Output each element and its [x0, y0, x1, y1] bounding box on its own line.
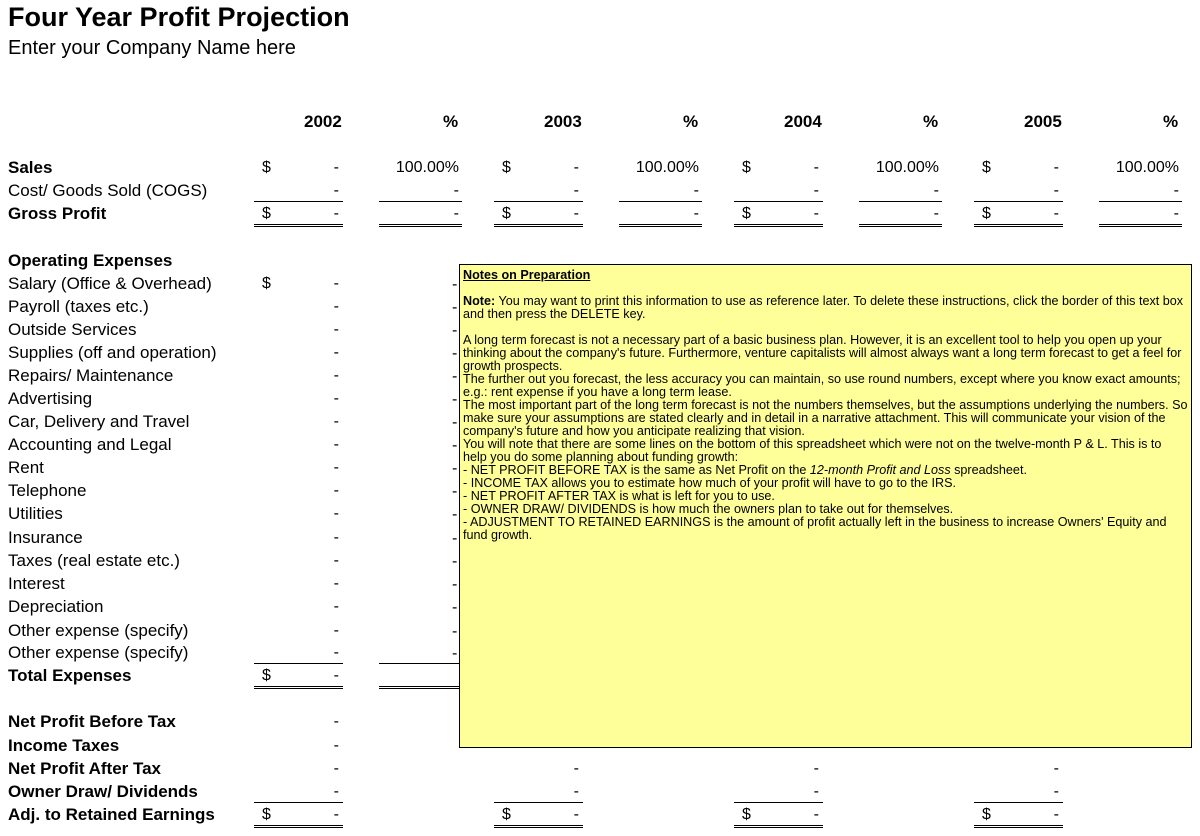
sales-percent: 100.00% — [635, 159, 699, 176]
total-expenses-underline — [254, 688, 343, 689]
row-label-adj-retained: Adj. to Retained Earnings — [8, 805, 215, 824]
notes-paragraph: The further out you forecast, the less accuracy you can maintain, so use round numbers, except where you know exact amounts; e.g.: rent expense if you have a long term lease. — [463, 372, 1181, 399]
adj-retained-currency: $ — [982, 806, 991, 823]
total-expenses-underline — [254, 686, 343, 687]
gross-profit-currency: $ — [262, 205, 271, 222]
row-label-accounting: Accounting and Legal — [8, 435, 172, 454]
depreciation-percent-fragment: - — [452, 599, 458, 616]
gross-profit-percent-underline — [1099, 224, 1182, 225]
outside-services-value[interactable]: - — [333, 321, 339, 338]
row-label-npat: Net Profit After Tax — [8, 759, 162, 778]
salary-percent-fragment: - — [452, 276, 458, 293]
total-expenses-value: - — [333, 667, 339, 684]
row-label-sales: Sales — [8, 158, 53, 177]
sales-value[interactable]: - — [333, 159, 339, 176]
row-label-depreciation: Depreciation — [8, 597, 104, 616]
notes-bullet-emphasis: 12-month Profit and Loss — [809, 463, 951, 477]
adj-retained-currency: $ — [262, 806, 271, 823]
gross-profit-percent: - — [933, 205, 939, 222]
cogs-percent: - — [933, 182, 939, 199]
company-name[interactable]: Enter your Company Name here — [8, 37, 296, 59]
cogs-percent-underline — [1099, 201, 1182, 202]
sales-value[interactable]: - — [1053, 159, 1059, 176]
insurance-percent-fragment: - — [452, 530, 458, 547]
row-label-payroll: Payroll (taxes etc.) — [8, 297, 149, 316]
page-title: Four Year Profit Projection — [8, 2, 350, 32]
owner-draw-value[interactable]: - — [1053, 783, 1059, 800]
utilities-value[interactable]: - — [333, 505, 339, 522]
total-expenses-currency: $ — [262, 667, 271, 684]
npat-value: - — [813, 760, 819, 777]
sales-currency: $ — [982, 159, 991, 176]
adj-retained-currency: $ — [742, 806, 751, 823]
row-label-outside-services: Outside Services — [8, 320, 137, 339]
interest-value[interactable]: - — [333, 575, 339, 592]
gross-profit-underline — [734, 226, 823, 227]
row-label-gross-profit: Gross Profit — [8, 204, 107, 223]
gross-profit-value: - — [573, 205, 579, 222]
cogs-underline — [494, 201, 583, 202]
repairs-value[interactable]: - — [333, 367, 339, 384]
payroll-percent-fragment: - — [452, 299, 458, 316]
notes-paragraph: You will note that there are some lines on the bottom of this spreadsheet which were not on the twelve-month P & L. This is to help you do some planning about funding growth: — [463, 437, 1162, 464]
supplies-percent-fragment: - — [452, 345, 458, 362]
gross-profit-percent-underline — [859, 224, 942, 225]
adj-retained-underline — [734, 827, 823, 828]
sales-value[interactable]: - — [573, 159, 579, 176]
npbt-value: - — [333, 713, 339, 730]
row-label-cogs: Cost/ Goods Sold (COGS) — [8, 181, 208, 200]
row-label-income-taxes: Income Taxes — [8, 736, 120, 755]
notes-paragraph: The most important part of the long term forecast is not the numbers themselves, but the assumptions underlying the numbers. So make sure your assumptions are stated clearly and in detail in a narrative attachment. This will communicate your vision of the company's future and how you anticipate realizing that vision. — [463, 398, 1188, 438]
gross-profit-underline — [254, 224, 343, 225]
total-expenses-percent-underline — [379, 688, 459, 689]
year-header-2004: 2004 — [784, 112, 822, 131]
adj-retained-value: - — [573, 806, 579, 823]
row-label-owner-draw: Owner Draw/ Dividends — [8, 782, 198, 801]
car-percent-fragment: - — [452, 414, 458, 431]
row-label-telephone: Telephone — [8, 481, 87, 500]
row-label-operating-expenses: Operating Expenses — [8, 251, 173, 270]
cogs-percent-underline — [379, 201, 462, 202]
advertising-value[interactable]: - — [333, 390, 339, 407]
gross-profit-underline — [974, 224, 1063, 225]
gross-profit-value: - — [333, 205, 339, 222]
depreciation-value[interactable]: - — [333, 598, 339, 615]
adj-retained-underline — [734, 825, 823, 826]
sales-percent: 100.00% — [875, 159, 939, 176]
npat-value: - — [333, 760, 339, 777]
other2-value[interactable]: - — [333, 644, 339, 661]
rent-value[interactable]: - — [333, 459, 339, 476]
gross-profit-underline — [254, 226, 343, 227]
notes-bullet-text: spreadsheet. — [950, 463, 1027, 477]
cogs-value[interactable]: - — [813, 182, 819, 199]
cogs-percent: - — [693, 182, 699, 199]
sales-currency: $ — [262, 159, 271, 176]
gross-profit-percent-underline — [619, 226, 702, 227]
adj-retained-value: - — [813, 806, 819, 823]
row-label-taxes: Taxes (real estate etc.) — [8, 551, 180, 570]
sales-value[interactable]: - — [813, 159, 819, 176]
pct-header-2005: % — [1163, 112, 1179, 131]
notes-bullet: - ADJUSTMENT TO RETAINED EARNINGS is the amount of profit actually left in the business to increase Owners' Equity and fund growth. — [463, 515, 1167, 542]
supplies-value[interactable]: - — [333, 344, 339, 361]
row-label-salary: Salary (Office & Overhead) — [8, 274, 212, 293]
accounting-value[interactable]: - — [333, 436, 339, 453]
repairs-percent-fragment: - — [452, 368, 458, 385]
adj-retained-underline — [494, 825, 583, 826]
adj-retained-currency: $ — [502, 806, 511, 823]
row-label-rent: Rent — [8, 458, 44, 477]
year-header-2005: 2005 — [1024, 112, 1062, 131]
notes-bullet: - INCOME TAX allows you to estimate how much of your profit will have to go to the IRS. — [463, 476, 956, 490]
other-expense-percent-underline — [379, 663, 459, 664]
year-header-2003: 2003 — [544, 112, 582, 131]
adj-retained-underline — [254, 825, 343, 826]
utilities-percent-fragment: - — [452, 506, 458, 523]
notes-text-box[interactable] — [459, 264, 1192, 748]
cogs-value[interactable]: - — [1053, 182, 1059, 199]
telephone-percent-fragment: - — [452, 483, 458, 500]
adj-retained-underline — [254, 827, 343, 828]
salary-currency: $ — [262, 275, 271, 292]
row-label-utilities: Utilities — [8, 504, 63, 523]
sales-percent: 100.00% — [395, 159, 459, 176]
gross-profit-currency: $ — [742, 205, 751, 222]
sales-currency: $ — [502, 159, 511, 176]
cogs-percent-underline — [859, 201, 942, 202]
outside-services-percent-fragment: - — [452, 322, 458, 339]
total-expenses-percent-underline — [379, 686, 459, 687]
row-label-car: Car, Delivery and Travel — [8, 412, 190, 431]
gross-profit-currency: $ — [982, 205, 991, 222]
cogs-underline — [734, 201, 823, 202]
gross-profit-value: - — [813, 205, 819, 222]
owner-draw-underline — [254, 802, 343, 803]
gross-profit-percent-underline — [1099, 226, 1182, 227]
gross-profit-currency: $ — [502, 205, 511, 222]
notes-bullet-text: - NET PROFIT BEFORE TAX is the same as Net Profit on the — [463, 463, 810, 477]
taxes-value[interactable]: - — [333, 552, 339, 569]
salary-value[interactable]: - — [333, 275, 339, 292]
row-label-repairs: Repairs/ Maintenance — [8, 366, 174, 385]
cogs-percent-underline — [619, 201, 702, 202]
rent-percent-fragment: - — [452, 460, 458, 477]
adj-retained-value: - — [333, 806, 339, 823]
other2-percent-fragment: - — [452, 645, 458, 662]
income-taxes-value[interactable]: - — [333, 737, 339, 754]
pct-header-2004: % — [923, 112, 939, 131]
other-expense-underline — [254, 663, 343, 664]
row-label-insurance: Insurance — [8, 528, 83, 547]
owner-draw-underline — [494, 802, 583, 803]
notes-bullet: - NET PROFIT AFTER TAX is what is left for you to use. — [463, 489, 775, 503]
owner-draw-underline — [734, 802, 823, 803]
row-label-other2: Other expense (specify) — [8, 643, 189, 662]
notes-bullet: - OWNER DRAW/ DIVIDENDS is how much the owners plan to take out for themselves. — [463, 502, 954, 516]
row-label-interest: Interest — [8, 574, 65, 593]
npat-value: - — [1053, 760, 1059, 777]
year-header-2002: 2002 — [304, 112, 342, 131]
pct-header-2002: % — [443, 112, 459, 131]
gross-profit-percent: - — [693, 205, 699, 222]
notes-title: Notes on Preparation — [463, 268, 591, 282]
row-label-supplies: Supplies (off and operation) — [8, 343, 217, 362]
gross-profit-percent: - — [1173, 205, 1179, 222]
accounting-percent-fragment: - — [452, 437, 458, 454]
owner-draw-value[interactable]: - — [813, 783, 819, 800]
other1-value[interactable]: - — [333, 622, 339, 639]
cogs-value[interactable]: - — [573, 182, 579, 199]
pct-header-2003: % — [683, 112, 699, 131]
gross-profit-underline — [974, 226, 1063, 227]
note-text: You may want to print this information to use as reference later. To delete these instructions, click the border of this text box and then press the DELETE key. — [463, 294, 1184, 321]
insurance-value[interactable]: - — [333, 529, 339, 546]
cogs-underline — [254, 201, 343, 202]
cogs-percent: - — [1173, 182, 1179, 199]
other1-percent-fragment: - — [452, 623, 458, 640]
cogs-percent: - — [453, 182, 459, 199]
cogs-underline — [974, 201, 1063, 202]
owner-draw-value[interactable]: - — [573, 783, 579, 800]
note-label: Note: — [463, 294, 496, 308]
interest-percent-fragment: - — [452, 576, 458, 593]
sales-currency: $ — [742, 159, 751, 176]
gross-profit-value: - — [1053, 205, 1059, 222]
adj-retained-underline — [974, 825, 1063, 826]
row-label-advertising: Advertising — [8, 389, 93, 408]
gross-profit-underline — [494, 226, 583, 227]
gross-profit-percent: - — [453, 205, 459, 222]
advertising-percent-fragment: - — [452, 391, 458, 408]
gross-profit-underline — [494, 224, 583, 225]
taxes-percent-fragment: - — [452, 553, 458, 570]
adj-retained-underline — [494, 827, 583, 828]
car-value[interactable]: - — [333, 413, 339, 430]
sales-percent: 100.00% — [1115, 159, 1179, 176]
gross-profit-percent-underline — [619, 224, 702, 225]
row-label-total-expenses: Total Expenses — [8, 666, 132, 685]
owner-draw-underline — [974, 802, 1063, 803]
telephone-value[interactable]: - — [333, 482, 339, 499]
cogs-value[interactable]: - — [333, 182, 339, 199]
gross-profit-percent-underline — [379, 224, 462, 225]
adj-retained-value: - — [1053, 806, 1059, 823]
row-label-npbt: Net Profit Before Tax — [8, 712, 176, 731]
notes-paragraph: A long term forecast is not a necessary part of a basic business plan. However, it is an excellent tool to help you open up your thinking about the company's future. Furthermore, venture capitalists will almost always want a long term forecast to get a feel for growth prospects. — [463, 333, 1182, 373]
gross-profit-percent-underline — [379, 226, 462, 227]
npat-value: - — [573, 760, 579, 777]
payroll-value[interactable]: - — [333, 298, 339, 315]
owner-draw-value[interactable]: - — [333, 783, 339, 800]
row-label-other1: Other expense (specify) — [8, 621, 189, 640]
adj-retained-underline — [974, 827, 1063, 828]
gross-profit-underline — [734, 224, 823, 225]
notes-note — [463, 295, 1188, 321]
gross-profit-percent-underline — [859, 226, 942, 227]
